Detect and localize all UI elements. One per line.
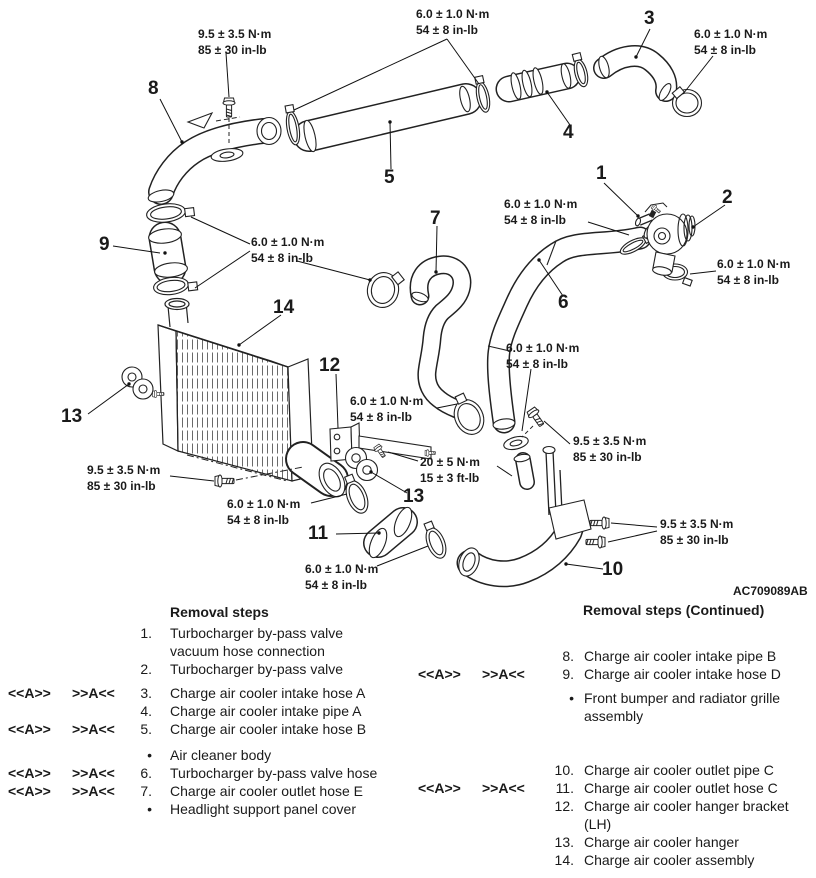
step-row: [8, 624, 408, 660]
part-callout: 11: [308, 523, 329, 544]
step-text: Turbocharger by-pass valve vacuum hose connection: [170, 625, 344, 659]
step-number: 5.: [140, 721, 152, 737]
marker: >>A<<: [482, 666, 525, 682]
marker: [72, 746, 136, 764]
torque-label: 20 ± 5 N·m 15 ± 3 ft-lb: [420, 455, 480, 485]
figure-code: AC709089AB: [733, 584, 808, 598]
step-row: [8, 702, 408, 720]
step-number: 12.: [554, 798, 574, 814]
step-row: [8, 782, 408, 800]
step-row: [8, 764, 408, 782]
bypass-valve-hose: [498, 238, 640, 422]
step-number: 10.: [554, 762, 574, 778]
step-text: Charge air cooler hanger bracket (LH): [584, 798, 789, 832]
torque-label: 6.0 ± 1.0 N·m 54 ± 8 in-lb: [504, 197, 578, 227]
clamp-icon: [420, 519, 450, 561]
outlet-pipe-stub: [523, 460, 527, 482]
step-number: 4.: [140, 703, 152, 719]
step-text: Charge air cooler outlet hose C: [584, 780, 778, 796]
step-text: Air cleaner body: [170, 747, 272, 763]
torque-label: 6.0 ± 1.0 N·m 54 ± 8 in-lb: [694, 27, 768, 57]
marker: [482, 833, 546, 851]
torque-label: 9.5 ± 3.5 N·m 85 ± 30 in-lb: [198, 27, 272, 57]
step-text: Front bumper and radiator grille assembly: [584, 690, 781, 724]
clamp-icon: [146, 201, 195, 225]
step-text: Charge air cooler hanger: [584, 834, 739, 850]
intake-hose-b: [309, 99, 466, 136]
part-callout: 9: [99, 234, 110, 255]
step-number: 7.: [140, 783, 152, 799]
torque-label: 6.0 ± 1.0 N·m 54 ± 8 in-lb: [416, 7, 490, 37]
marker: >>A<<: [72, 783, 115, 799]
torque-label: 6.0 ± 1.0 N·m 54 ± 8 in-lb: [350, 394, 424, 424]
section-title: Removal steps: [170, 604, 269, 620]
marker: [482, 851, 546, 869]
step-row: [418, 647, 816, 665]
step-number: 6.: [140, 765, 152, 781]
part-callout: 13: [403, 486, 425, 507]
marker: [8, 800, 72, 818]
torque-label: 6.0 ± 1.0 N·m 54 ± 8 in-lb: [717, 257, 791, 287]
marker: [418, 851, 482, 869]
step-text: Charge air cooler intake pipe A: [170, 703, 362, 719]
step-row: [8, 720, 408, 738]
torque-label: 9.5 ± 3.5 N·m 85 ± 30 in-lb: [573, 434, 647, 464]
step-text: Charge air cooler intake hose B: [170, 721, 367, 737]
marker: >>A<<: [72, 721, 115, 737]
step-number: 2.: [140, 661, 152, 677]
marker: [482, 761, 546, 779]
marker: [482, 797, 546, 833]
marker: [482, 647, 546, 665]
step-row: [8, 800, 408, 818]
clamp-icon: [364, 266, 405, 311]
bypass-valve-icon: [643, 214, 695, 277]
step-row: [418, 797, 816, 833]
step-number: 14.: [554, 852, 574, 868]
bolts: [153, 98, 662, 548]
clamp-icon: [672, 87, 701, 117]
marker: [418, 797, 482, 833]
step-text: Charge air cooler outlet pipe C: [584, 762, 774, 778]
torque-label: 9.5 ± 3.5 N·m 85 ± 30 in-lb: [660, 517, 734, 547]
step-text: Turbocharger by-pass valve hose: [170, 765, 378, 781]
marker: [8, 624, 72, 660]
bolt-icon: [590, 517, 609, 529]
part-callout: 5: [384, 167, 395, 188]
bolt-icon: [223, 98, 235, 117]
marker: <<A>>: [8, 685, 51, 701]
marker: <<A>>: [8, 765, 51, 781]
bolt-icon: [215, 475, 234, 487]
step-number: •: [147, 801, 152, 817]
marker: [72, 702, 136, 720]
part-callout: 10: [602, 559, 624, 580]
marker: <<A>>: [418, 666, 461, 682]
marker: <<A>>: [8, 721, 51, 737]
step-number: •: [147, 747, 152, 763]
marker: <<A>>: [8, 783, 51, 799]
step-number: •: [569, 690, 574, 706]
marker: [482, 689, 546, 725]
marker: [8, 660, 72, 678]
step-number: 1.: [140, 625, 152, 641]
section-title: Removal steps (Continued): [583, 602, 765, 618]
step-number: 13.: [554, 834, 574, 850]
marker: [72, 800, 136, 818]
bolt-icon: [586, 536, 605, 548]
cooler-hanger-icon: [122, 367, 153, 399]
marker: >>A<<: [482, 780, 525, 796]
part-callout: 8: [148, 78, 159, 99]
torque-label: 6.0 ± 1.0 N·m 54 ± 8 in-lb: [227, 497, 301, 527]
part-callout: 6: [558, 292, 569, 313]
intake-pipe-b: [161, 131, 263, 192]
marker: <<A>>: [418, 780, 461, 796]
part-callout: 12: [319, 355, 341, 376]
torque-label: 6.0 ± 1.0 N·m 54 ± 8 in-lb: [506, 341, 580, 371]
torque-label: 9.5 ± 3.5 N·m 85 ± 30 in-lb: [87, 463, 161, 493]
step-text: Charge air cooler assembly: [584, 852, 755, 868]
bolt-icon: [526, 406, 547, 428]
step-text: Charge air cooler intake pipe B: [584, 648, 777, 664]
step-row: [8, 660, 408, 678]
clamp-icon: [283, 104, 302, 145]
marker: [418, 647, 482, 665]
marker: [72, 624, 136, 660]
part-callout: 14: [273, 297, 295, 318]
step-text: Charge air cooler outlet hose E: [170, 783, 363, 799]
marker: [72, 660, 136, 678]
marker: >>A<<: [72, 685, 115, 701]
torque-label: 6.0 ± 1.0 N·m 54 ± 8 in-lb: [305, 562, 379, 592]
part-callout: 4: [563, 122, 574, 143]
torque-label: 6.0 ± 1.0 N·m 54 ± 8 in-lb: [251, 235, 325, 265]
removal-steps-right: [418, 601, 816, 869]
step-row: [418, 689, 816, 725]
step-row: [418, 851, 816, 869]
step-text: Turbocharger by-pass valve: [170, 661, 344, 677]
step-row: [418, 665, 816, 683]
marker: [418, 689, 482, 725]
part-callout: 7: [430, 208, 441, 229]
part-callout: 1: [596, 163, 607, 184]
step-text: Charge air cooler intake hose A: [170, 685, 366, 701]
removal-steps-left: [8, 603, 408, 818]
marker: [8, 746, 72, 764]
part-callout: 3: [644, 8, 655, 29]
filler-neck-icon: [165, 299, 189, 328]
step-text: Charge air cooler intake hose D: [584, 666, 781, 682]
marker: [418, 761, 482, 779]
step-row: [8, 746, 408, 764]
part-callout: 13: [61, 406, 83, 427]
step-number: 11.: [555, 780, 574, 796]
step-text: Headlight support panel cover: [170, 801, 357, 817]
marker: [8, 702, 72, 720]
step-number: 9.: [562, 666, 574, 682]
marker: >>A<<: [72, 765, 115, 781]
part-callout: 2: [722, 187, 733, 208]
step-number: 3.: [140, 685, 152, 701]
step-row: [418, 779, 816, 797]
step-row: [418, 761, 816, 779]
step-number: 8.: [562, 648, 574, 664]
step-row: [8, 684, 408, 702]
step-row: [418, 833, 816, 851]
marker: [418, 833, 482, 851]
